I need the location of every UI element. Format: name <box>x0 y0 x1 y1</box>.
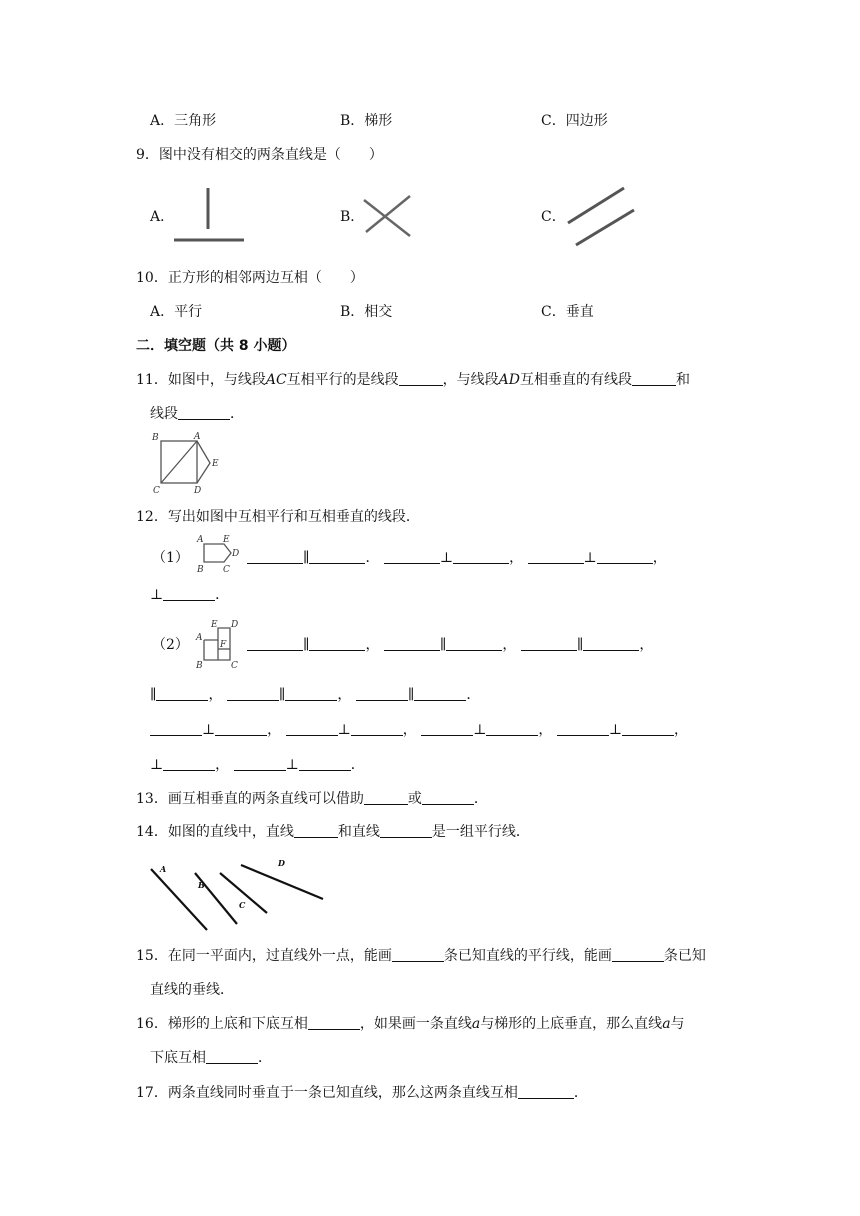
q16-text-c: 与梯形的上底垂直，那么直线 <box>480 1016 663 1032</box>
period: ． <box>466 687 481 703</box>
comma: ， <box>502 637 517 653</box>
perp-symbol: ⊥ <box>608 722 623 738</box>
q10-option-a: A．平行 <box>150 304 203 320</box>
q17-line <box>136 1083 588 1103</box>
q16-var-a: a <box>662 1016 671 1032</box>
q15-blank-2[interactable] <box>612 947 664 962</box>
q9-option-c: C． <box>541 209 566 225</box>
q12-part1-label: （1） <box>152 550 189 566</box>
q12-blank[interactable] <box>247 636 303 651</box>
period: ． <box>473 791 488 807</box>
q12-blank[interactable] <box>453 549 509 564</box>
q10-option-c: C．垂直 <box>541 304 594 320</box>
q12-blank[interactable] <box>351 721 403 736</box>
q12-f1-label-e: E <box>223 535 230 545</box>
comma: ， <box>337 687 352 703</box>
section-title: 二．填空题（共 8 小题） <box>136 338 296 354</box>
q14-text-c: 是一组平行线． <box>431 824 530 840</box>
perp-symbol: ⊥ <box>285 757 299 773</box>
q11-ac: AC <box>265 372 287 388</box>
q9-figure-b <box>360 192 415 242</box>
q16-blank-1[interactable] <box>308 1015 360 1030</box>
perp-symbol: ⊥ <box>473 722 487 738</box>
q12-part2-row1 <box>247 635 653 655</box>
q11-label-d: D <box>194 486 202 496</box>
period: ． <box>573 1085 588 1101</box>
comma: ， <box>674 722 689 738</box>
q12-stem: 12．写出如图中互相平行和互相垂直的线段． <box>136 509 420 525</box>
q12-f1-label-d: D <box>232 549 240 559</box>
q16-blank-2[interactable] <box>206 1049 258 1064</box>
q12-part2-row2 <box>150 685 480 705</box>
q12-f2-label-d: D <box>231 620 239 630</box>
q14-blank-1[interactable] <box>294 823 338 838</box>
q15-line1 <box>136 946 706 966</box>
q17-blank[interactable] <box>518 1084 574 1099</box>
q12-blank[interactable] <box>528 549 584 564</box>
parallel-symbol: ∥ <box>150 687 157 703</box>
q14-line <box>136 822 530 842</box>
q12-blank[interactable] <box>227 686 279 701</box>
q11-period: ． <box>230 406 244 422</box>
q12-blank[interactable] <box>446 636 502 651</box>
q11-label-b: B <box>152 433 159 443</box>
q16-var-a: a <box>471 1016 481 1032</box>
perp-symbol: ⊥ <box>439 550 454 566</box>
q8-option-c: C．四边形 <box>541 113 608 129</box>
q9-stem: 9．图中没有相交的两条直线是（ ） <box>136 147 383 163</box>
q12-blank[interactable] <box>384 636 440 651</box>
perp-symbol: ⊥ <box>150 757 164 773</box>
q11-figure <box>148 430 226 498</box>
q12-blank[interactable] <box>356 686 408 701</box>
q13-text-b: 或 <box>407 791 422 807</box>
q12-f2-label-f: F <box>220 640 227 650</box>
q17-text-a: 17．两条直线同时垂直于一条已知直线，那么这两条直线互相 <box>136 1085 518 1101</box>
q11-line2-text: 线段 <box>150 406 178 422</box>
comma: ， <box>402 722 417 738</box>
q14-label-c: C <box>239 900 246 910</box>
q14-label-b: B <box>198 880 205 890</box>
perp-symbol: ⊥ <box>202 722 216 738</box>
period: ． <box>215 587 230 603</box>
q12-blank[interactable] <box>309 549 365 564</box>
q12-figure-2 <box>194 618 244 670</box>
q8-option-b: B．梯形 <box>340 113 393 129</box>
q15-text-a: 15．在同一平面内，过直线外一点，能画 <box>136 948 392 964</box>
q14-label-d: D <box>278 858 285 868</box>
parallel-symbol: ∥ <box>439 637 447 653</box>
q12-blank[interactable] <box>384 549 440 564</box>
q11-label-e: E <box>212 459 219 469</box>
comma: ， <box>208 687 223 703</box>
q16-line2-text: 下底互相 <box>150 1050 206 1066</box>
q15-text-c: 条已知 <box>663 948 706 964</box>
q14-text-b: 和直线 <box>337 824 380 840</box>
q12-part2-row4 <box>150 755 365 775</box>
q12-f1-label-c: C <box>223 565 230 574</box>
q12-blank[interactable] <box>521 636 577 651</box>
q12-blank[interactable] <box>163 756 215 771</box>
q14-figure <box>145 855 335 935</box>
q11-blank-2[interactable] <box>632 371 676 386</box>
q12-blank[interactable] <box>597 549 653 564</box>
q11-text-e: 和 <box>676 372 690 388</box>
q12-blank[interactable] <box>557 721 609 736</box>
q12-blank[interactable] <box>309 636 365 651</box>
comma: ， <box>365 637 380 653</box>
q11-blank-3[interactable] <box>178 405 230 420</box>
q11-ad: AD <box>498 372 520 388</box>
comma: ， <box>267 722 282 738</box>
q12-blank[interactable] <box>234 756 286 771</box>
q13-line <box>136 789 488 809</box>
q8-option-a: A．三角形 <box>150 113 217 129</box>
q12-f2-label-c: C <box>231 661 238 670</box>
q13-blank-1[interactable] <box>364 790 408 805</box>
q11-line1 <box>136 370 690 390</box>
q11-blank-1[interactable] <box>399 371 443 386</box>
q16-text-a: 16．梯形的上底和下底互相 <box>136 1016 308 1032</box>
q12-blank[interactable] <box>247 549 303 564</box>
q15-text-b: 条已知直线的平行线，能画 <box>443 948 612 964</box>
q12-blank[interactable] <box>299 756 351 771</box>
parallel-symbol: ∥ <box>303 550 310 566</box>
comma: ， <box>652 550 667 566</box>
q12-blank[interactable] <box>285 686 337 701</box>
parallel-symbol: ∥ <box>278 687 286 703</box>
q12-blank[interactable] <box>163 586 215 601</box>
q13-blank-2[interactable] <box>422 790 474 805</box>
q12-f1-label-a: A <box>197 535 204 545</box>
q12-blank[interactable] <box>622 721 674 736</box>
q12-figure-1 <box>194 532 244 574</box>
perp-symbol: ⊥ <box>337 722 351 738</box>
q15-blank-1[interactable] <box>392 947 444 962</box>
comma: ， <box>215 757 230 773</box>
q12-blank[interactable] <box>150 721 202 736</box>
period: ． <box>365 550 380 566</box>
comma: ， <box>639 637 654 653</box>
q12-f2-label-a: A <box>196 633 203 643</box>
q10-stem: 10．正方形的相邻两边互相（ ） <box>136 270 364 286</box>
period: ． <box>350 757 365 773</box>
q16-line2 <box>150 1048 272 1068</box>
q12-blank[interactable] <box>286 721 338 736</box>
period: ． <box>258 1050 272 1066</box>
q12-blank[interactable] <box>414 686 466 701</box>
q11-text-a: 11．如图中，与线段 <box>136 372 266 388</box>
q9-option-a: A． <box>150 209 175 225</box>
q12-blank[interactable] <box>215 721 267 736</box>
q12-part2-label: （2） <box>152 637 189 653</box>
q12-f2-label-b: B <box>196 661 203 670</box>
q11-line2 <box>150 404 244 424</box>
q12-blank[interactable] <box>156 686 208 701</box>
q16-line1 <box>136 1014 685 1034</box>
q13-text-a: 13．画互相垂直的两条直线可以借助 <box>136 791 364 807</box>
q16-text-b: ，如果画一条直线 <box>359 1016 472 1032</box>
q12-part1-row2 <box>150 585 229 605</box>
q9-figure-c <box>562 183 640 251</box>
parallel-symbol: ∥ <box>303 637 310 653</box>
q9-option-b: B． <box>340 209 365 225</box>
q14-blank-2[interactable] <box>380 823 432 838</box>
q11-text-b: 互相平行的是线段 <box>286 372 399 388</box>
q12-blank[interactable] <box>486 721 538 736</box>
parallel-symbol: ∥ <box>407 687 415 703</box>
q14-text-a: 14．如图的直线中，直线 <box>136 824 294 840</box>
q12-f1-label-b: B <box>197 565 204 574</box>
q15-line2: 直线的垂线． <box>150 982 234 998</box>
q10-option-b: B．相交 <box>340 304 393 320</box>
q12-blank[interactable] <box>421 721 473 736</box>
q11-label-a: A <box>194 432 201 442</box>
comma: ， <box>538 722 553 738</box>
q16-text-d: 与 <box>670 1016 685 1032</box>
q14-label-a: A <box>160 864 167 874</box>
q11-label-c: C <box>153 486 160 496</box>
q12-part2-row3 <box>150 720 688 740</box>
q12-f2-label-e: E <box>211 620 218 630</box>
q11-text-d: 互相垂直的有线段 <box>520 372 632 388</box>
perp-symbol: ⊥ <box>150 587 164 603</box>
q12-blank[interactable] <box>583 636 639 651</box>
q11-text-c: ，与线段 <box>442 372 499 388</box>
q12-part1-row1 <box>247 548 667 568</box>
parallel-symbol: ∥ <box>576 637 584 653</box>
q9-figure-a <box>170 185 248 247</box>
perp-symbol: ⊥ <box>583 550 597 566</box>
comma: ， <box>509 550 524 566</box>
